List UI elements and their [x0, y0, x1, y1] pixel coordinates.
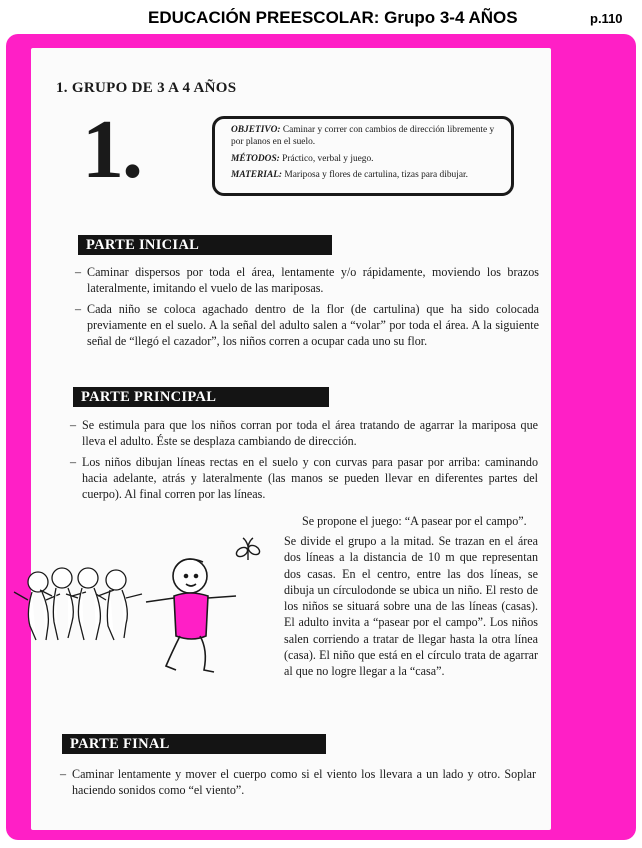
parte-principal-title: PARTE PRINCIPAL [73, 387, 329, 407]
butterfly-icon [235, 538, 261, 560]
material-text: Mariposa y flores de cartulina, tizas para dibujar. [284, 170, 468, 181]
parte-inicial-list [75, 264, 539, 353]
objetivo-text: Caminar y correr con cambios de dirección libremente y por planos en el suelo. [231, 125, 495, 147]
child-pink-shirt [146, 559, 236, 672]
list-item: – Los niños dibujan líneas rectas en el suelo y con curvas para pasar por arriba: caminando hacia adelante, atrás y lateralmente (las manos se pueden llevar en diferentes partes del cuerpo). Al final corren por las líneas. [70, 454, 538, 502]
children-running-illustration [10, 530, 280, 700]
metodos-label: MÉTODOS: [231, 153, 280, 164]
metodos-text: Práctico, verbal y juego. [282, 153, 374, 164]
page-number: p.110 [590, 11, 623, 26]
section-number: 1. [82, 103, 141, 196]
list-item: – Cada niño se coloca agachado dentro de la flor (de cartulina) que ha sido colocada previamente en el suelo. A la señal del adulto salen a “volar” por toda el área. A la siguiente señal de “llegó el cazador”, los niños corren a ocupar cada uno su flor. [75, 301, 539, 349]
list-item: – Caminar lentamente y mover el cuerpo como si el viento los llevara a un lado y otro. Soplar haciendo sonidos como “el viento”. [60, 767, 536, 798]
header-title: EDUCACIÓN PREESCOLAR: Grupo 3-4 AÑOS [148, 8, 518, 27]
game-intro: Se propone el juego: “A pasear por el campo”. [302, 514, 527, 528]
outlined-children [14, 568, 142, 640]
list-item: – Caminar dispersos por toda el área, lentamente y/o rápidamente, moviendo los brazos lateralmente, imitando el vuelo de las mariposas. [75, 265, 539, 296]
objective-box [212, 116, 514, 196]
metodos-line [231, 154, 501, 166]
game-description: Se divide el grupo a la mitad. Se trazan en el área dos líneas a la distancia de 10 m que representan dos casas. En el centro, entre las dos líneas, se dibuja un círculodonde se ubica un niño. El resto de los niños se situará sobre una de las líneas (casas). El adulto invita a “pasear por el campo”. Los niños salen corriendo a tratar de llegar hasta la otra línea (casa). El niño que está en el círculo trata de agarrar al que no logre llegar a la “casa”. [284, 534, 538, 679]
parte-final-title: PARTE FINAL [62, 734, 326, 754]
parte-principal-list [70, 417, 538, 506]
objetivo-label: OBJETIVO: [231, 125, 281, 135]
objetivo-line [231, 125, 501, 149]
list-item: – Se estimula para que los niños corran por toda el área tratando de agarrar la mariposa que lleva el adulto. Éste se desplaza cambiando de dirección. [70, 418, 538, 449]
material-label: MATERIAL: [231, 170, 283, 181]
material-line [231, 170, 501, 182]
parte-inicial-title: PARTE INICIAL [78, 235, 332, 255]
section-heading: 1. GRUPO DE 3 A 4 AÑOS [56, 80, 237, 96]
parte-final-list [60, 766, 536, 803]
